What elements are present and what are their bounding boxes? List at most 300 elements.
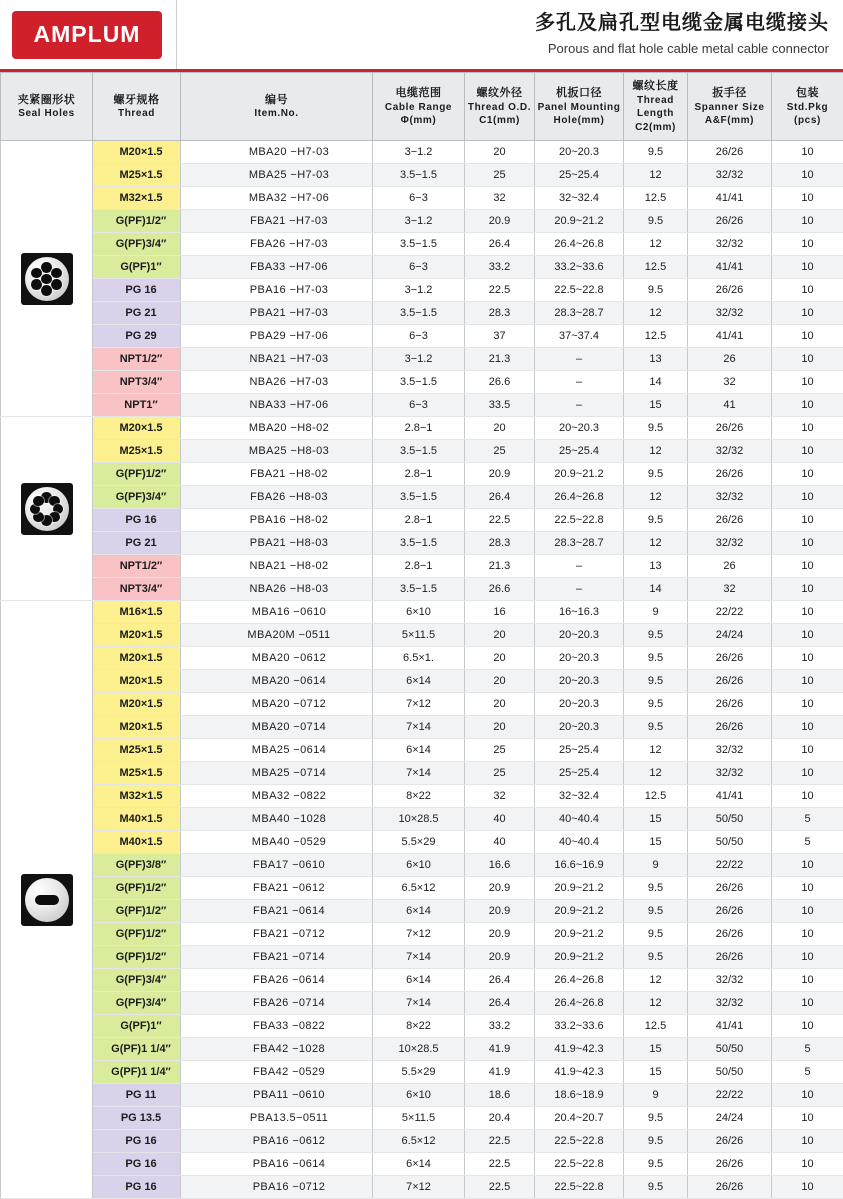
package-qty-cell: 10 [772,532,843,555]
thread-length-cell: 12 [624,532,688,555]
thread-spec-cell: G(PF)1″ [93,256,181,279]
spanner-size-cell: 26/26 [688,877,772,900]
table-row [1,647,843,670]
column-header-1 [1,73,93,141]
package-qty-cell: 10 [772,693,843,716]
thread-length-cell: 9.5 [624,716,688,739]
thread-length-cell: 12.5 [624,187,688,210]
cable-range-cell: 7×12 [373,1176,465,1199]
panel-hole-cell: 20~20.3 [535,141,624,164]
thread-od-cell: 26.4 [465,992,535,1015]
cable-range-cell: 2.8−1 [373,417,465,440]
package-qty-cell: 5 [772,1061,843,1084]
table-row [1,555,843,578]
table-row [1,1038,843,1061]
column-header-cn: 夹紧圈形状 [3,93,90,108]
thread-spec-cell: G(PF)1/2″ [93,877,181,900]
column-header-4 [373,73,465,141]
package-qty-cell: 10 [772,1084,843,1107]
thread-od-cell: 20 [465,141,535,164]
item-number-cell: NBA33 −H7-06 [181,394,373,417]
column-header-cn: 包装 [774,86,841,101]
table-row [1,187,843,210]
item-number-cell: MBA32 −0822 [181,785,373,808]
package-qty-cell: 10 [772,762,843,785]
panel-hole-cell: 28.3~28.7 [535,532,624,555]
spanner-size-cell: 41/41 [688,325,772,348]
thread-od-cell: 20.9 [465,877,535,900]
table-row [1,877,843,900]
seal-holes-8-round-icon [21,483,73,535]
cable-range-cell: 7×14 [373,946,465,969]
item-number-cell: MBA20 −0612 [181,647,373,670]
thread-od-cell: 16 [465,601,535,624]
cable-range-cell: 3.5−1.5 [373,233,465,256]
table-row [1,578,843,601]
table-row [1,1061,843,1084]
table-row [1,325,843,348]
spanner-size-cell: 32/32 [688,739,772,762]
spanner-size-cell: 50/50 [688,808,772,831]
item-number-cell: MBA25 −0614 [181,739,373,762]
column-header-en: Cable Range Φ(mm) [375,101,462,128]
panel-hole-cell: 32~32.4 [535,785,624,808]
cable-range-cell: 2.8−1 [373,555,465,578]
thread-spec-cell: PG 16 [93,279,181,302]
table-row [1,854,843,877]
thread-od-cell: 22.5 [465,1130,535,1153]
seal-holes-flat-slot-icon [21,874,73,926]
thread-od-cell: 37 [465,325,535,348]
thread-od-cell: 25 [465,440,535,463]
package-qty-cell: 10 [772,256,843,279]
table-row [1,302,843,325]
thread-length-cell: 9.5 [624,417,688,440]
thread-spec-cell: G(PF)3/8″ [93,854,181,877]
cable-range-cell: 2.8−1 [373,509,465,532]
spanner-size-cell: 26/26 [688,417,772,440]
item-number-cell: MBA25 −0714 [181,762,373,785]
spanner-size-cell: 24/24 [688,1107,772,1130]
spanner-size-cell: 26/26 [688,509,772,532]
thread-od-cell: 40 [465,808,535,831]
cable-range-cell: 6.5×12 [373,877,465,900]
thread-length-cell: 12 [624,440,688,463]
table-row [1,923,843,946]
item-number-cell: PBA21 −H8-03 [181,532,373,555]
item-number-cell: FBA21 −0712 [181,923,373,946]
thread-spec-cell: M32×1.5 [93,187,181,210]
package-qty-cell: 10 [772,1107,843,1130]
item-number-cell: FBA21 −0614 [181,900,373,923]
seal-holes-cell [1,417,93,601]
thread-od-cell: 25 [465,762,535,785]
thread-od-cell: 33.2 [465,256,535,279]
thread-spec-cell: G(PF)1/2″ [93,463,181,486]
thread-spec-cell: M20×1.5 [93,693,181,716]
thread-length-cell: 9.5 [624,1153,688,1176]
thread-spec-cell: PG 11 [93,1084,181,1107]
cable-range-cell: 6−3 [373,256,465,279]
thread-spec-cell: NPT3/4″ [93,371,181,394]
table-row [1,164,843,187]
spanner-size-cell: 32/32 [688,302,772,325]
column-header-en: Item.No. [183,107,370,121]
thread-spec-cell: G(PF)1/2″ [93,210,181,233]
table-row [1,1084,843,1107]
thread-spec-cell: PG 29 [93,325,181,348]
thread-spec-cell: NPT1″ [93,394,181,417]
table-row [1,486,843,509]
spanner-size-cell: 41 [688,394,772,417]
thread-spec-cell: M25×1.5 [93,440,181,463]
page-title [0,6,829,56]
cable-range-cell: 6×14 [373,969,465,992]
package-qty-cell: 10 [772,670,843,693]
thread-od-cell: 33.2 [465,1015,535,1038]
cable-range-cell: 6×10 [373,1084,465,1107]
panel-hole-cell: 25~25.4 [535,164,624,187]
spanner-size-cell: 26/26 [688,1176,772,1199]
item-number-cell: NBA26 −H8-03 [181,578,373,601]
column-header-en: Std.Pkg (pcs) [774,101,841,128]
cable-range-cell: 3−1.2 [373,141,465,164]
spanner-size-cell: 26/26 [688,946,772,969]
table-row [1,946,843,969]
panel-hole-cell: 25~25.4 [535,739,624,762]
seal-hole [51,268,61,278]
thread-length-cell: 13 [624,348,688,371]
item-number-cell: PBA16 −0612 [181,1130,373,1153]
thread-length-cell: 9.5 [624,210,688,233]
thread-od-cell: 20.9 [465,210,535,233]
item-number-cell: FBA42 −1028 [181,1038,373,1061]
thread-od-cell: 41.9 [465,1038,535,1061]
thread-od-cell: 16.6 [465,854,535,877]
package-qty-cell: 10 [772,187,843,210]
column-header-cn: 机扳口径 [537,86,621,101]
package-qty-cell: 10 [772,440,843,463]
spanner-size-cell: 41/41 [688,1015,772,1038]
thread-spec-cell: M32×1.5 [93,785,181,808]
cable-range-cell: 6−3 [373,187,465,210]
thread-od-cell: 28.3 [465,302,535,325]
thread-length-cell: 9.5 [624,1107,688,1130]
package-qty-cell: 5 [772,808,843,831]
thread-od-cell: 20 [465,417,535,440]
item-number-cell: MBA25 −H8-03 [181,440,373,463]
panel-hole-cell: 40~40.4 [535,808,624,831]
table-row [1,808,843,831]
thread-spec-cell: G(PF)3/4″ [93,233,181,256]
thread-length-cell: 14 [624,578,688,601]
column-header-7 [624,73,688,141]
panel-hole-cell: 20~20.3 [535,670,624,693]
panel-hole-cell: 28.3~28.7 [535,302,624,325]
thread-od-cell: 22.5 [465,1153,535,1176]
item-number-cell: NBA21 −H7-03 [181,348,373,371]
thread-length-cell: 9.5 [624,463,688,486]
thread-spec-cell: M25×1.5 [93,164,181,187]
thread-length-cell: 9 [624,854,688,877]
package-qty-cell: 10 [772,325,843,348]
panel-hole-cell: 20~20.3 [535,693,624,716]
cable-range-cell: 6−3 [373,325,465,348]
panel-hole-cell: – [535,555,624,578]
item-number-cell: MBA25 −H7-03 [181,164,373,187]
item-number-cell: MBA20 −0714 [181,716,373,739]
thread-spec-cell: M20×1.5 [93,624,181,647]
item-number-cell: MBA40 −0529 [181,831,373,854]
column-header-en: Panel Mounting Hole(mm) [537,101,621,128]
thread-spec-cell: G(PF)1″ [93,1015,181,1038]
thread-spec-cell: NPT1/2″ [93,555,181,578]
thread-od-cell: 20.9 [465,946,535,969]
cable-range-cell: 8×22 [373,785,465,808]
spanner-size-cell: 26/26 [688,693,772,716]
thread-length-cell: 15 [624,1061,688,1084]
column-header-2 [93,73,181,141]
panel-hole-cell: 20~20.3 [535,647,624,670]
item-number-cell: MBA20 −0712 [181,693,373,716]
thread-od-cell: 20.9 [465,463,535,486]
package-qty-cell: 10 [772,164,843,187]
package-qty-cell: 10 [772,371,843,394]
table-row [1,992,843,1015]
page-title-en: Porous and flat hole cable metal cable connector [0,41,829,56]
spanner-size-cell: 26/26 [688,923,772,946]
thread-length-cell: 12 [624,762,688,785]
table-row [1,716,843,739]
item-number-cell: FBA21 −H8-02 [181,463,373,486]
spanner-size-cell: 26/26 [688,647,772,670]
thread-spec-cell: G(PF)3/4″ [93,969,181,992]
seal-flat-hole [35,895,59,905]
spanner-size-cell: 50/50 [688,1061,772,1084]
thread-length-cell: 12.5 [624,325,688,348]
thread-length-cell: 12 [624,302,688,325]
cable-range-cell: 5.5×29 [373,1061,465,1084]
panel-hole-cell: 26.4~26.8 [535,233,624,256]
spanner-size-cell: 26/26 [688,463,772,486]
table-row [1,394,843,417]
column-header-en: Seal Holes [3,107,90,121]
item-number-cell: PBA29 −H7-06 [181,325,373,348]
cable-range-cell: 6×14 [373,739,465,762]
package-qty-cell: 10 [772,785,843,808]
table-row [1,831,843,854]
seal-holes-cell [1,601,93,1199]
cable-range-cell: 5×11.5 [373,1107,465,1130]
package-qty-cell: 10 [772,969,843,992]
thread-length-cell: 9.5 [624,624,688,647]
package-qty-cell: 5 [772,831,843,854]
panel-hole-cell: 33.2~33.6 [535,256,624,279]
thread-spec-cell: PG 21 [93,302,181,325]
spanner-size-cell: 32/32 [688,969,772,992]
table-row [1,900,843,923]
panel-hole-cell: – [535,394,624,417]
cable-range-cell: 10×28.5 [373,1038,465,1061]
spanner-size-cell: 32 [688,371,772,394]
item-number-cell: FBA17 −0610 [181,854,373,877]
panel-hole-cell: 33.2~33.6 [535,1015,624,1038]
table-row [1,532,843,555]
spanner-size-cell: 26/26 [688,716,772,739]
spec-table [0,72,843,1199]
thread-od-cell: 28.3 [465,532,535,555]
package-qty-cell: 10 [772,141,843,164]
panel-hole-cell: 22.5~22.8 [535,1176,624,1199]
package-qty-cell: 10 [772,923,843,946]
thread-length-cell: 12 [624,486,688,509]
spanner-size-cell: 26/26 [688,141,772,164]
item-number-cell: NBA21 −H8-02 [181,555,373,578]
thread-length-cell: 12 [624,992,688,1015]
panel-hole-cell: 41.9~42.3 [535,1061,624,1084]
spanner-size-cell: 50/50 [688,831,772,854]
package-qty-cell: 10 [772,877,843,900]
package-qty-cell: 10 [772,716,843,739]
spanner-size-cell: 26 [688,555,772,578]
column-header-en: Thread Length C2(mm) [626,94,685,135]
thread-length-cell: 9.5 [624,923,688,946]
cable-range-cell: 7×14 [373,716,465,739]
thread-spec-cell: PG 21 [93,532,181,555]
spanner-size-cell: 26/26 [688,670,772,693]
panel-hole-cell: – [535,371,624,394]
item-number-cell: FBA42 −0529 [181,1061,373,1084]
panel-hole-cell: 20~20.3 [535,624,624,647]
item-number-cell: FBA21 −0612 [181,877,373,900]
table-row [1,1015,843,1038]
column-header-en: Thread O.D. C1(mm) [467,101,532,128]
panel-hole-cell: 20.4~20.7 [535,1107,624,1130]
thread-length-cell: 9.5 [624,900,688,923]
panel-hole-cell: 26.4~26.8 [535,969,624,992]
thread-spec-cell: PG 16 [93,509,181,532]
thread-spec-cell: M40×1.5 [93,831,181,854]
package-qty-cell: 10 [772,647,843,670]
item-number-cell: MBA40 −1028 [181,808,373,831]
panel-hole-cell: 20.9~21.2 [535,210,624,233]
column-header-cn: 电缆范围 [375,86,462,101]
thread-od-cell: 22.5 [465,509,535,532]
package-qty-cell: 10 [772,302,843,325]
thread-spec-cell: G(PF)1/2″ [93,946,181,969]
thread-length-cell: 12 [624,739,688,762]
panel-hole-cell: 20.9~21.2 [535,877,624,900]
package-qty-cell: 10 [772,739,843,762]
panel-hole-cell: 20~20.3 [535,417,624,440]
thread-length-cell: 14 [624,371,688,394]
cable-range-cell: 6×14 [373,1153,465,1176]
thread-od-cell: 33.5 [465,394,535,417]
table-row [1,969,843,992]
package-qty-cell: 10 [772,854,843,877]
thread-spec-cell: G(PF)1/2″ [93,900,181,923]
panel-hole-cell: – [535,348,624,371]
thread-spec-cell: PG 16 [93,1153,181,1176]
item-number-cell: PBA11 −0610 [181,1084,373,1107]
item-number-cell: PBA21 −H7-03 [181,302,373,325]
thread-length-cell: 9.5 [624,1130,688,1153]
panel-hole-cell: 22.5~22.8 [535,1153,624,1176]
table-row [1,785,843,808]
item-number-cell: FBA26 −H7-03 [181,233,373,256]
thread-length-cell: 9.5 [624,279,688,302]
package-qty-cell: 10 [772,1176,843,1199]
panel-hole-cell: 16.6~16.9 [535,854,624,877]
panel-hole-cell: 20.9~21.2 [535,463,624,486]
spanner-size-cell: 41/41 [688,256,772,279]
column-header-8 [688,73,772,141]
spanner-size-cell: 32 [688,578,772,601]
thread-length-cell: 9.5 [624,509,688,532]
thread-od-cell: 20.4 [465,1107,535,1130]
thread-od-cell: 22.5 [465,1176,535,1199]
cable-range-cell: 3−1.2 [373,279,465,302]
spanner-size-cell: 26/26 [688,900,772,923]
thread-od-cell: 32 [465,785,535,808]
panel-hole-cell: 18.6~18.9 [535,1084,624,1107]
thread-length-cell: 9 [624,601,688,624]
thread-spec-cell: M25×1.5 [93,739,181,762]
seal-hole [41,274,51,284]
cable-range-cell: 7×14 [373,992,465,1015]
cable-range-cell: 10×28.5 [373,808,465,831]
panel-hole-cell: – [535,578,624,601]
package-qty-cell: 10 [772,1015,843,1038]
thread-length-cell: 12 [624,164,688,187]
spanner-size-cell: 32/32 [688,762,772,785]
panel-hole-cell: 20~20.3 [535,716,624,739]
cable-range-cell: 3−1.2 [373,348,465,371]
panel-hole-cell: 25~25.4 [535,762,624,785]
spanner-size-cell: 41/41 [688,785,772,808]
table-row [1,141,843,164]
seal-holes-7-round-icon [21,253,73,305]
cable-range-cell: 6×14 [373,900,465,923]
column-header-9 [772,73,843,141]
table-row [1,624,843,647]
package-qty-cell: 10 [772,578,843,601]
item-number-cell: NBA26 −H7-03 [181,371,373,394]
thread-od-cell: 26.4 [465,969,535,992]
package-qty-cell: 10 [772,279,843,302]
table-row [1,601,843,624]
panel-hole-cell: 25~25.4 [535,440,624,463]
package-qty-cell: 10 [772,555,843,578]
thread-length-cell: 9.5 [624,647,688,670]
spanner-size-cell: 32/32 [688,440,772,463]
spanner-size-cell: 22/22 [688,854,772,877]
table-row [1,348,843,371]
item-number-cell: FBA26 −H8-03 [181,486,373,509]
thread-od-cell: 22.5 [465,279,535,302]
item-number-cell: PBA16 −H8-02 [181,509,373,532]
seal-hole [41,262,51,272]
spanner-size-cell: 32/32 [688,992,772,1015]
column-header-cn: 螺牙规格 [95,93,178,108]
panel-hole-cell: 37~37.4 [535,325,624,348]
spanner-size-cell: 26/26 [688,210,772,233]
thread-length-cell: 12.5 [624,256,688,279]
table-row [1,762,843,785]
item-number-cell: MBA16 −0610 [181,601,373,624]
table-row [1,1153,843,1176]
panel-hole-cell: 22.5~22.8 [535,509,624,532]
